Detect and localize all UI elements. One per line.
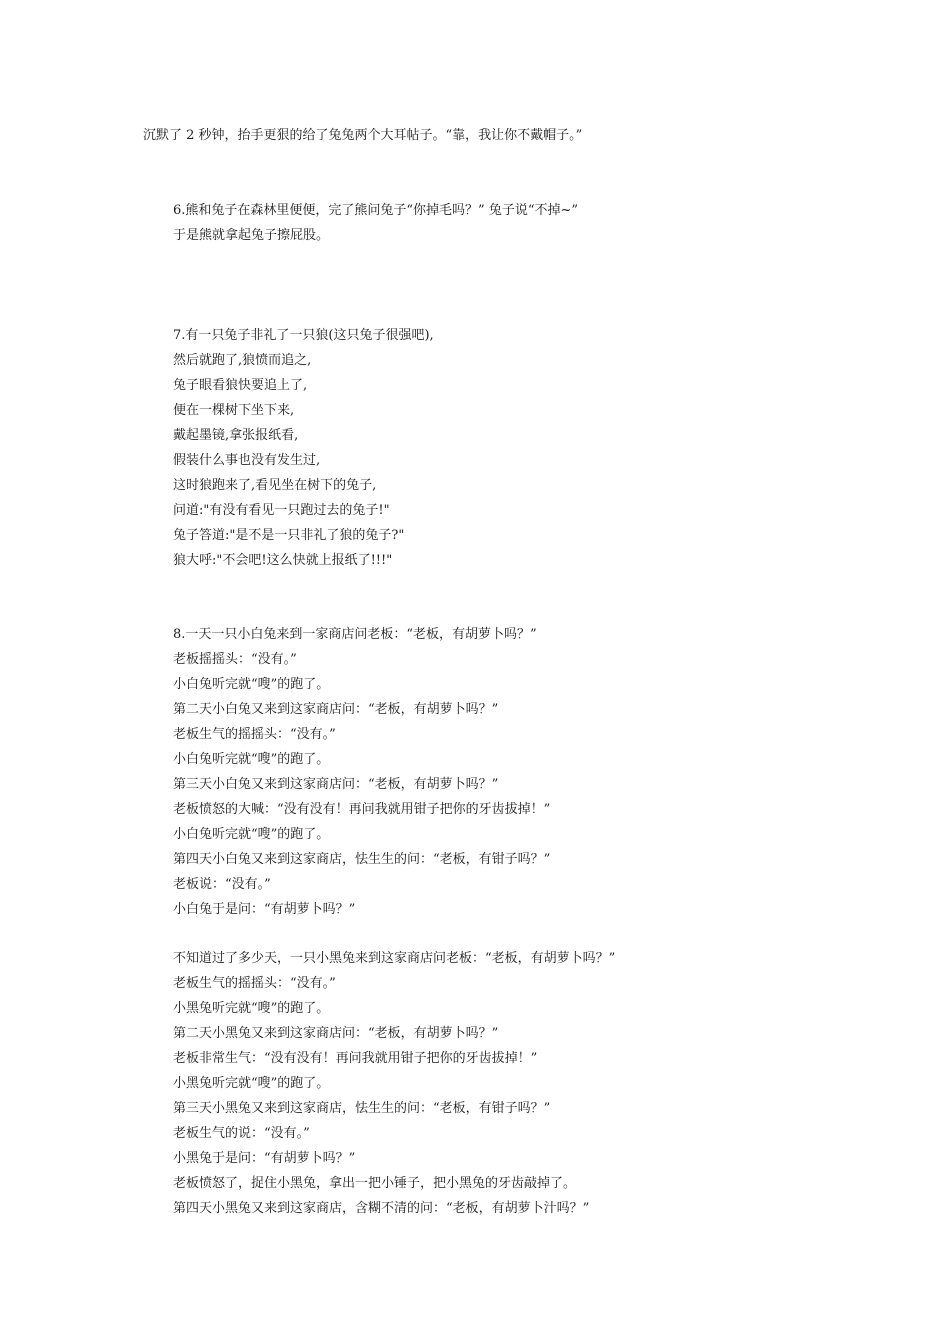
text-line: 兔子眼看狼快要追上了,: [173, 378, 308, 393]
text-line: 第四天小黑兔又来到这家商店，含糊不清的问：“老板，有胡萝卜汁吗？”: [173, 1201, 590, 1216]
text-line: 第四天小白兔又来到这家商店，怯生生的问：“老板，有钳子吗？”: [173, 852, 551, 867]
text-line: 老板生气的摇摇头：“没有。”: [173, 976, 336, 991]
text-line: 老板非常生气：“没有没有！再问我就用钳子把你的牙齿拔掉！”: [173, 1051, 538, 1066]
text-line: 第三天小白兔又来到这家商店问：“老板，有胡萝卜吗？”: [173, 777, 499, 792]
text-line: 8.一天一只小白兔来到一家商店问老板：“老板，有胡萝卜吗？”: [173, 627, 537, 642]
text-line: 老板摇摇头：“没有。”: [173, 652, 297, 667]
intro-paragraph: 沉默了 2 秒钟，抬手更狠的给了兔兔两个大耳帖子。“靠，我让你不戴帽子。”: [143, 128, 583, 143]
text-line: 第二天小黑兔又来到这家商店问：“老板，有胡萝卜吗？”: [173, 1026, 499, 1041]
text-line: 小白兔听完就“嗖”的跑了。: [173, 827, 330, 842]
text-line: 第三天小黑兔又来到这家商店，怯生生的问：“老板，有钳子吗？”: [173, 1101, 551, 1116]
text-line: 老板生气的说：“没有。”: [173, 1126, 310, 1141]
text-line: 这时狼跑来了,看见坐在树下的兔子,: [173, 478, 377, 493]
text-line: 假装什么事也没有发生过,: [173, 453, 321, 468]
text-line: 老板愤怒了，捉住小黑兔，拿出一把小锤子，把小黑兔的牙齿敲掉了。: [173, 1176, 577, 1191]
text-line: 问道:"有没有看见一只跑过去的兔子!": [173, 503, 390, 518]
text-line: 狼大呼:"不会吧!这么快就上报纸了!!!": [173, 553, 393, 568]
text-line: 6.熊和兔子在森林里便便，完了熊问兔子“你掉毛吗？” 兔子说“不掉~”: [173, 203, 579, 218]
text-line: 戴起墨镜,拿张报纸看,: [173, 428, 299, 443]
text-line: 小黑兔听完就“嗖”的跑了。: [173, 1001, 330, 1016]
text-line: 小黑兔听完就“嗖”的跑了。: [173, 1076, 330, 1091]
text-line: 然后就跑了,狼愤而追之,: [173, 353, 312, 368]
text-line: 老板愤怒的大喊：“没有没有！再问我就用钳子把你的牙齿拔掉！”: [173, 802, 551, 817]
text-line: 便在一棵树下坐下来,: [173, 403, 295, 418]
text-line: 不知道过了多少天，一只小黑兔来到这家商店问老板：“老板，有胡萝卜吗？”: [173, 951, 616, 966]
text-line: 兔子答道:"是不是一只非礼了狼的兔子?": [173, 528, 405, 543]
text-line: 于是熊就拿起兔子擦屁股。: [173, 228, 330, 243]
text-line: 小白兔听完就“嗖”的跑了。: [173, 752, 330, 767]
text-line: 7.有一只兔子非礼了一只狼(这只兔子很强吧),: [173, 328, 434, 343]
text-line: 小白兔于是问：“有胡萝卜吗？”: [173, 902, 356, 917]
text-line: 老板说：“没有。”: [173, 877, 271, 892]
text-line: 小白兔听完就“嗖”的跑了。: [173, 677, 330, 692]
text-line: 第二天小白兔又来到这家商店问：“老板，有胡萝卜吗？”: [173, 702, 499, 717]
text-line: 老板生气的摇摇头：“没有。”: [173, 727, 336, 742]
text-line: 小黑兔于是问：“有胡萝卜吗？”: [173, 1151, 356, 1166]
